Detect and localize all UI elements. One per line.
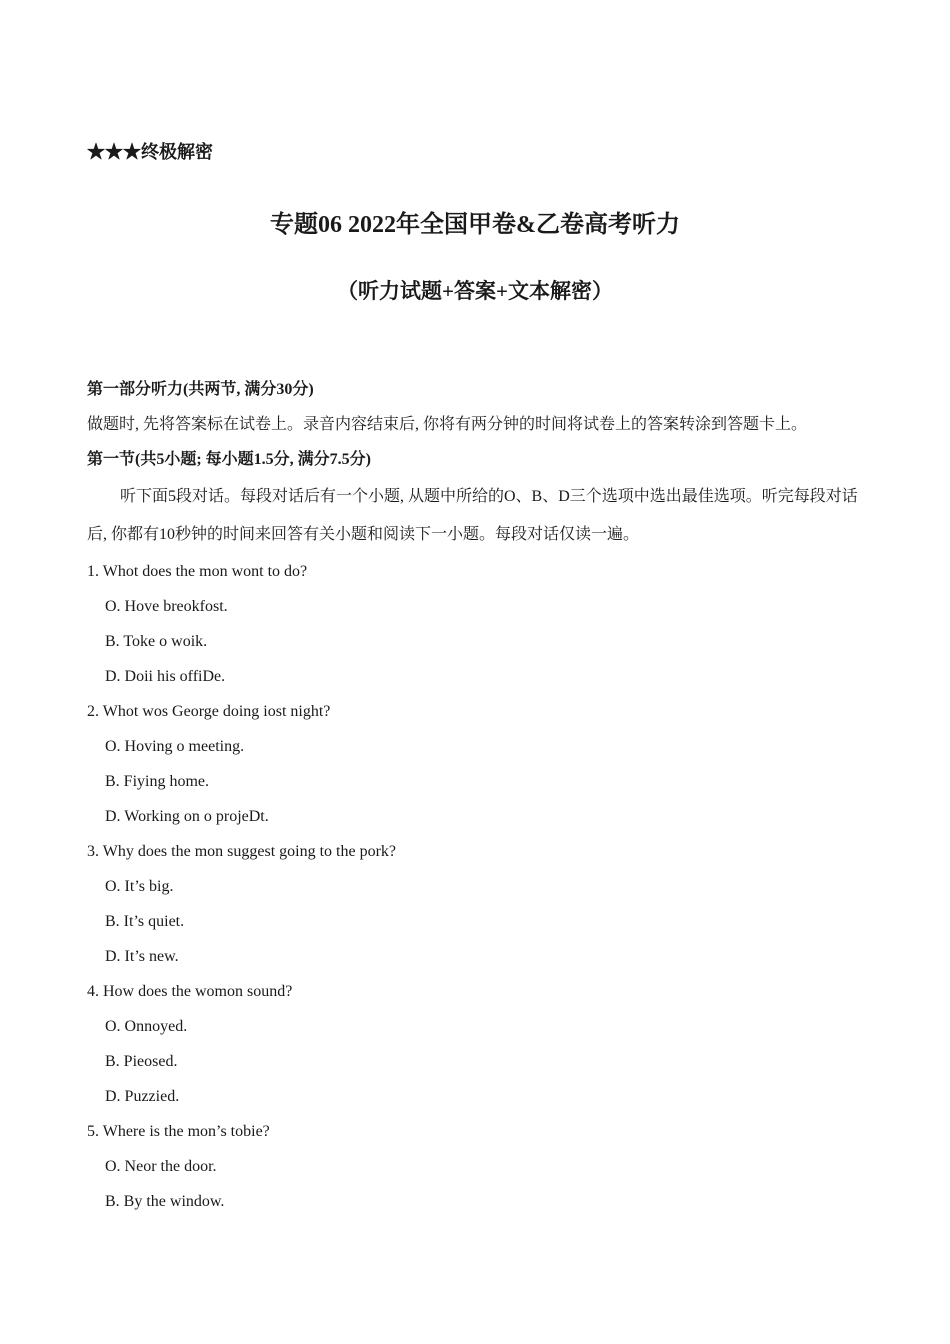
option-d: D. It’s new. xyxy=(105,948,179,965)
question-1 xyxy=(87,558,867,698)
option-d: D. Puzzied. xyxy=(105,1088,180,1105)
part-heading: 第一部分听力(共两节, 满分30分) xyxy=(87,381,314,398)
question-text: 5. Where is the mon’s tobie? xyxy=(87,1123,270,1140)
document-body xyxy=(87,376,867,1223)
question-text: 2. Whot wos George doing iost night? xyxy=(87,703,331,720)
option-b: B. Fiying home. xyxy=(105,773,210,790)
page-subtitle: （听力试题+答案+文本解密） xyxy=(337,279,613,303)
option-o: O. It’s big. xyxy=(105,878,174,895)
question-text: 4. How does the womon sound? xyxy=(87,983,293,1000)
question-4 xyxy=(87,978,867,1118)
page-title: 专题06 2022年全国甲卷&乙卷高考听力 xyxy=(270,212,680,238)
question-3 xyxy=(87,838,867,978)
option-d: D. Working on o projeDt. xyxy=(105,808,269,825)
option-b: B. Pieosed. xyxy=(105,1053,178,1070)
option-o: O. Hoving o meeting. xyxy=(105,738,245,755)
part-instruction: 做题时, 先将答案标在试卷上。录音内容结束后, 你将有两分钟的时间将试卷上的答案转涂到答题卡上。 xyxy=(87,416,808,433)
question-text: 1. Whot does the mon wont to do? xyxy=(87,563,308,580)
option-b: B. It’s quiet. xyxy=(105,913,185,930)
option-o: O. Onnoyed. xyxy=(105,1018,188,1035)
option-o: O. Neor the door. xyxy=(105,1158,217,1175)
section-heading: 第一节(共5小题; 每小题1.5分, 满分7.5分) xyxy=(87,451,371,468)
secret-banner: ★★★终极解密 xyxy=(87,142,213,162)
option-o: O. Hove breokfost. xyxy=(105,598,228,615)
option-b: B. By the window. xyxy=(105,1193,225,1210)
question-5 xyxy=(87,1118,867,1223)
question-2 xyxy=(87,698,867,838)
option-d: D. Doii his offiDe. xyxy=(105,668,226,685)
question-text: 3. Why does the mon suggest going to the pork? xyxy=(87,843,396,860)
option-b: B. Toke o woik. xyxy=(105,633,208,650)
section-instruction: 听下面5段对话。每段对话后有一个小题, 从题中所给的O、B、D三个选项中选出最佳选项。听完每段对话后, 你都有10秒钟的时间来回答有关小题和阅读下一小题。每段对话仅读一遍。 xyxy=(87,488,858,543)
